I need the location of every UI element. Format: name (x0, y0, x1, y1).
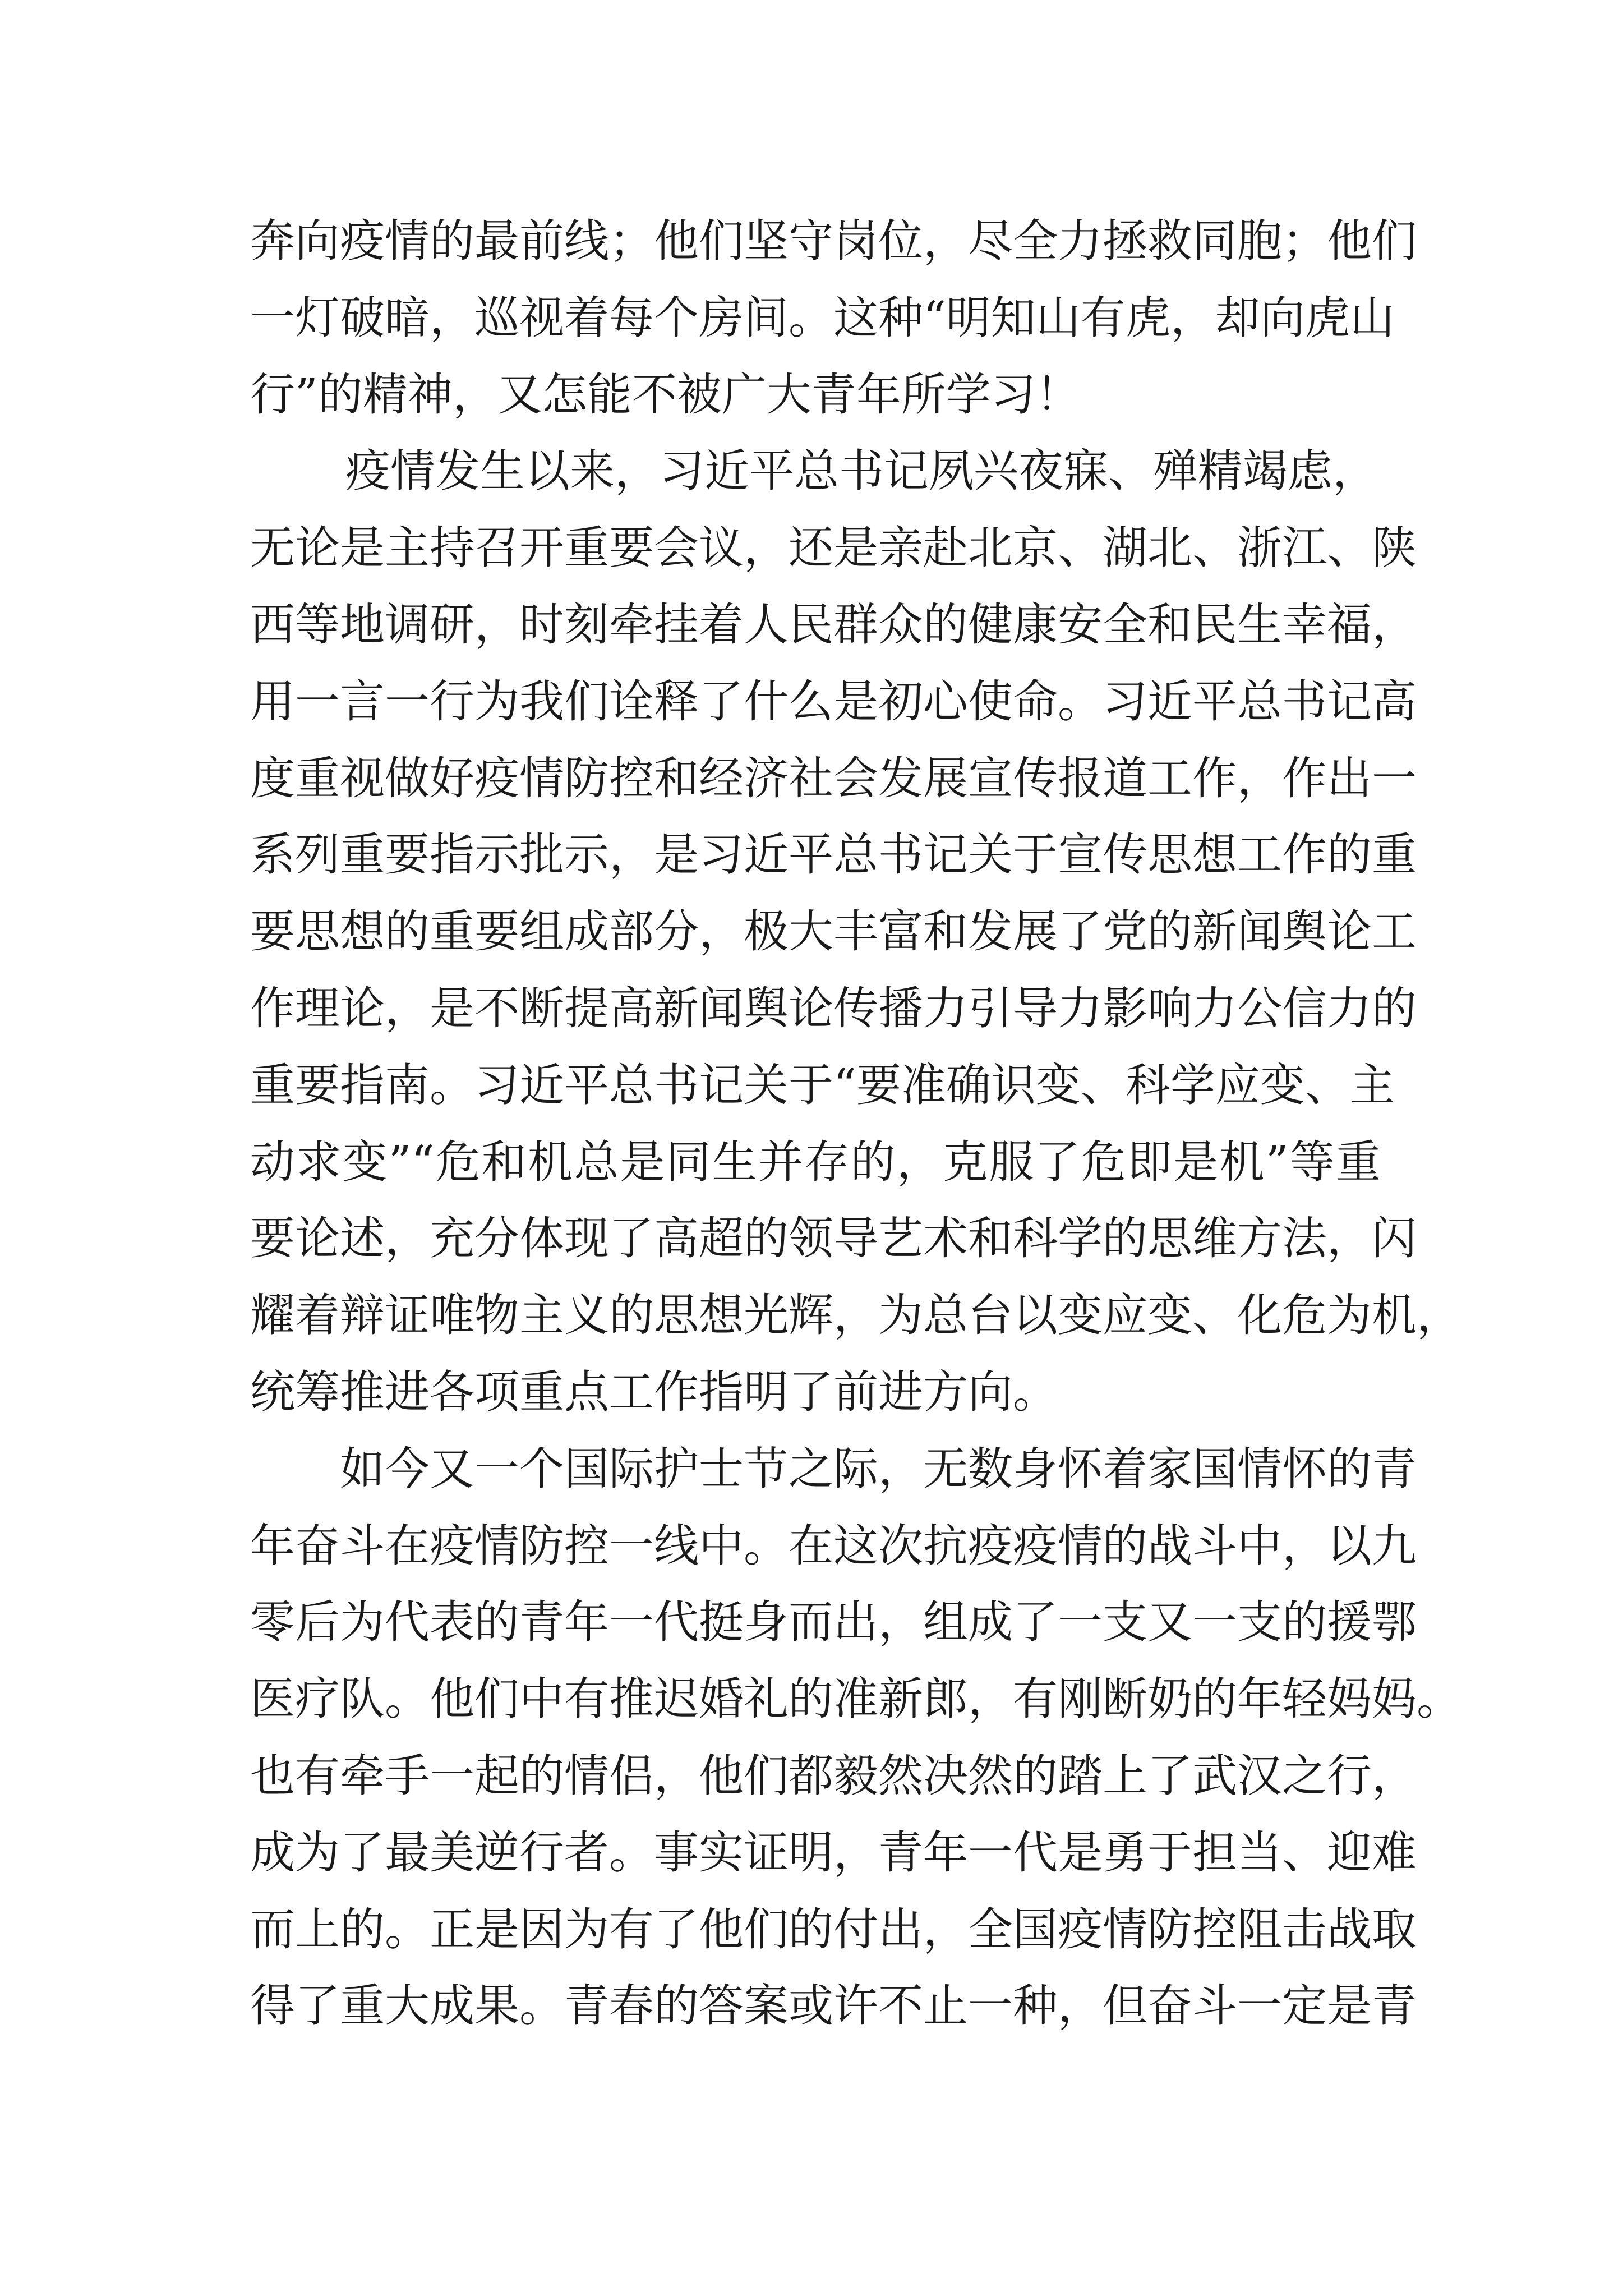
text-line: 而上的。正是因为有了他们的付出，全国疫情防控阻击战取 (250, 1903, 1417, 1955)
text-line: 系列重要指示批示，是习近平总书记关于宣传思想工作的重 (250, 829, 1417, 881)
text-line: 无论是主持召开重要会议，还是亲赴北京、湖北、浙江、陕 (250, 522, 1417, 574)
text-line: 重要指南。习近平总书记关于“要准确识变、科学应变、主 (250, 1059, 1395, 1111)
text-line: 行”的精神，又怎能不被广大青年所学习！ (250, 368, 1081, 421)
text-line: 统筹推进各项重点工作指明了前进方向。 (250, 1365, 1058, 1418)
text-line: 西等地调研，时刻牵挂着人民群众的健康安全和民生幸福， (250, 598, 1417, 651)
text-line: 如今又一个国际护士节之际，无数身怀着家国情怀的青 (340, 1442, 1417, 1495)
text-line: 作理论，是不断提高新闻舆论传播力引导力影响力公信力的 (250, 982, 1417, 1034)
text-line: 耀着辩证唯物主义的思想光辉，为总台以变应变、化危为机， (250, 1289, 1461, 1342)
paragraph-1 (250, 203, 1417, 433)
text-line: 用一言一行为我们诠释了什么是初心使命。习近平总书记高 (250, 675, 1417, 728)
text-line: 奔向疫情的最前线；他们坚守岗位，尽全力拯救同胞；他们 (250, 215, 1417, 267)
document-body (250, 203, 1461, 2045)
text-line: 得了重大成果。青春的答案或许不止一种，但奋斗一定是青 (250, 1980, 1417, 2032)
text-line: 疫情发生以来，习近平总书记夙兴夜寐、殚精竭虑， (345, 445, 1377, 498)
paragraph-3 (250, 1431, 1461, 2045)
text-line: 零后为代表的青年一代挺身而出，组成了一支又一支的援鄂 (250, 1596, 1417, 1649)
text-line: 一灯破暗，巡视着每个房间。这种“明知山有虎，却向虎山 (250, 291, 1395, 344)
text-line: 动求变”“危和机总是同生并存的，克服了危即是机”等重 (250, 1135, 1381, 1188)
text-line: 成为了最美逆行者。事实证明，青年一代是勇于担当、迎难 (250, 1826, 1417, 1879)
paragraph-2 (250, 433, 1461, 1430)
text-line: 要思想的重要组成部分，极大丰富和发展了党的新闻舆论工 (250, 905, 1417, 958)
text-line: 医疗队。他们中有推迟婚礼的准新郎，有刚断奶的年轻妈妈。 (250, 1673, 1461, 1726)
text-line: 也有牵手一起的情侣，他们都毅然决然的踏上了武汉之行， (250, 1749, 1417, 1802)
text-line: 要论述，充分体现了高超的领导艺术和科学的思维方法，闪 (250, 1212, 1417, 1265)
text-line: 度重视做好疫情防控和经济社会发展宣传报道工作，作出一 (250, 752, 1417, 804)
text-line: 年奋斗在疫情防控一线中。在这次抗疫疫情的战斗中，以九 (250, 1519, 1417, 1572)
